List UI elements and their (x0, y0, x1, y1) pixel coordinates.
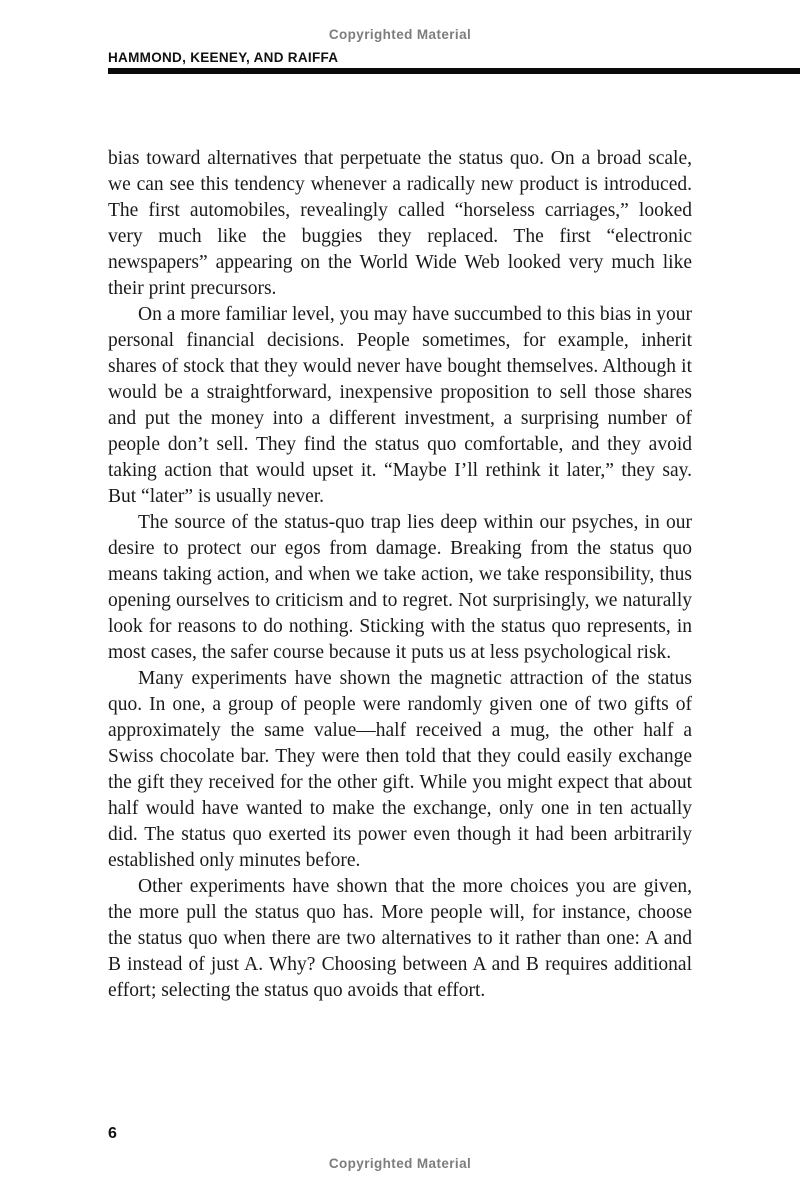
body-text (108, 146, 692, 1004)
paragraph: Other experiments have shown that the more choices you are given, the more pull the status quo has. More people will, for instance, choose the status quo when there are two alternatives to it rather than one: A and B instead of just A. Why? Choosing between A and B requires additional effort; selecting the status quo avoids that effort. (108, 876, 692, 1001)
page-number: 6 (108, 1125, 117, 1142)
header-rule (108, 68, 800, 74)
paragraph: bias toward alternatives that perpetuate the status quo. On a broad scale, we can see this tendency whenever a radically new product is introduced. The first automobiles, revealingly called “horseless carriages,” looked very much like the buggies they replaced. The first “electronic newspapers” appearing on the World Wide Web looked very much like their print precursors. (108, 148, 692, 299)
running-head-authors: HAMMOND, KEENEY, AND RAIFFA (108, 50, 339, 65)
bottom-copyright-notice: Copyrighted Material (328, 1156, 472, 1171)
paragraph: Many experiments have shown the magnetic attraction of the status quo. In one, a group of people were randomly given one of two gifts of approximately the same value—half received a mug, the other half a Swiss chocolate bar. They were then told that they could easily exchange the gift they received for the other gift. While you might expect that about half would have wanted to make the exchange, only one in ten actually did. The status quo exerted its power even though it had been arbitrarily established only minutes before. (108, 668, 692, 871)
top-copyright-notice: Copyrighted Material (328, 27, 472, 42)
paragraph: On a more familiar level, you may have succumbed to this bias in your personal financial decisions. People sometimes, for example, inherit shares of stock that they would never have bought themselves. Although it would be a straightforward, inexpensive proposition to sell those shares and put the money into a different investment, a surprising number of people don’t sell. They find the status quo comfortable, and they avoid taking action that would upset it. “Maybe I’ll rethink it later,” they say. But “later” is usually never. (108, 304, 692, 507)
paragraph: The source of the status-quo trap lies deep within our psyches, in our desire to protect our egos from damage. Breaking from the status quo means taking action, and when we take action, we take responsibility, thus opening ourselves to criticism and to regret. Not surprisingly, we naturally look for reasons to do nothing. Sticking with the status quo represents, in most cases, the safer course because it puts us at less psychological risk. (108, 512, 692, 663)
